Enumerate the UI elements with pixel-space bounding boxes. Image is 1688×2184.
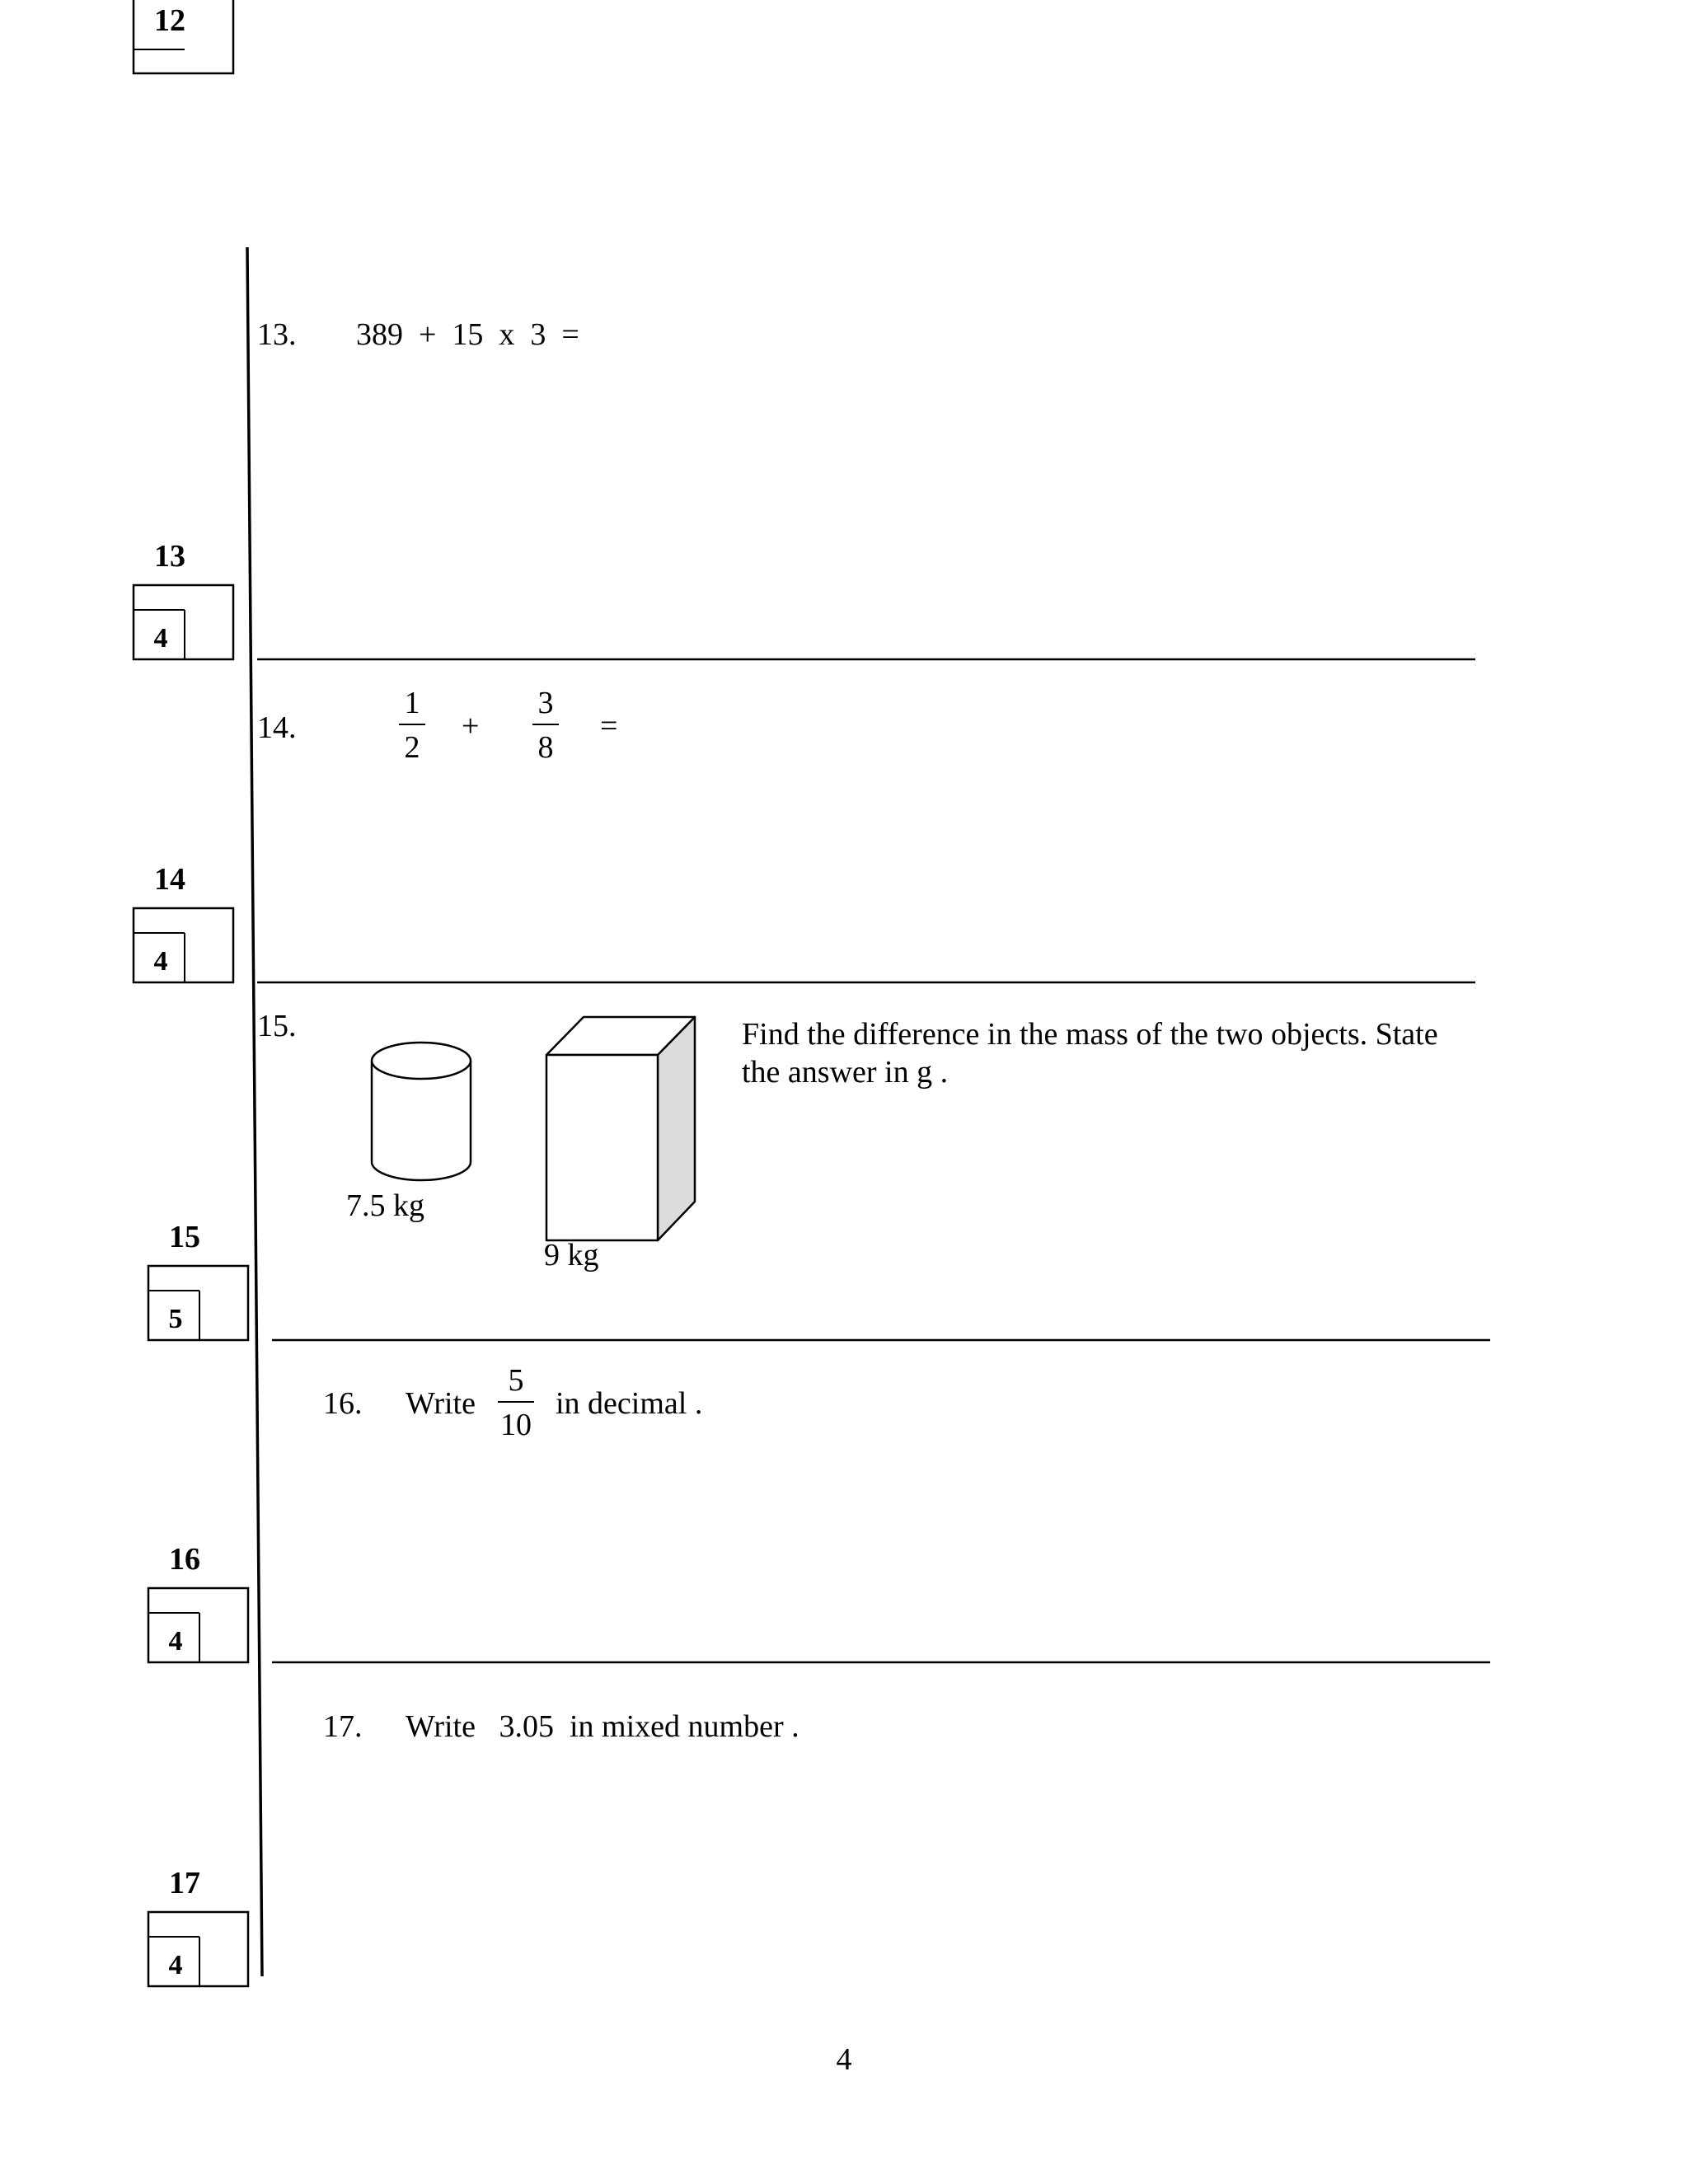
fraction-denominator: 10 xyxy=(500,1408,532,1442)
mark-16-score: 4 xyxy=(168,1626,183,1657)
question-15-number: 15. xyxy=(257,1009,297,1043)
question-15-text-line-1: Find the difference in the mass of the two objects. State xyxy=(742,1017,1438,1052)
mark-17-number: 17 xyxy=(169,1866,200,1900)
fraction-2-numerator: 3 xyxy=(537,686,554,720)
question-14-number: 14. xyxy=(257,710,297,745)
margin-rule xyxy=(247,247,262,1976)
mark-12-score: 12 xyxy=(154,3,185,38)
question-14-fraction-1 xyxy=(399,687,425,763)
mark-16-number: 16 xyxy=(169,1542,200,1577)
cuboid-mass-label: 9 kg xyxy=(544,1238,599,1272)
mark-17-score: 4 xyxy=(168,1950,183,1980)
fraction-2-bar xyxy=(532,724,559,725)
question-13-number: 13. xyxy=(257,317,297,352)
question-17-number: 17. xyxy=(323,1709,363,1744)
mark-15-number: 15 xyxy=(169,1220,200,1254)
mark-14-number: 14 xyxy=(154,862,185,897)
question-14-fraction-2 xyxy=(532,687,559,763)
fraction-2-denominator: 8 xyxy=(537,730,554,765)
question-16-number: 16. xyxy=(323,1386,363,1421)
fraction-1-numerator: 1 xyxy=(404,686,420,720)
mark-13-number: 13 xyxy=(154,539,185,574)
fraction-1-bar xyxy=(399,724,425,725)
question-16-suffix: in decimal . xyxy=(556,1386,703,1421)
mark-14-score: 4 xyxy=(153,946,168,977)
fraction-numerator: 5 xyxy=(508,1363,524,1398)
mark-15-score: 5 xyxy=(168,1304,183,1334)
cylinder-mass-label: 7.5 kg xyxy=(346,1188,424,1223)
question-17-text: Write 3.05 in mixed number . xyxy=(406,1709,799,1744)
mark-13-score: 4 xyxy=(153,623,168,654)
page-number: 4 xyxy=(836,2042,852,2077)
cylinder-shape xyxy=(372,1043,471,1180)
fraction-bar xyxy=(498,1401,534,1403)
question-16-fraction xyxy=(498,1365,534,1441)
cuboid-shape xyxy=(546,1017,695,1240)
question-14-plus: + xyxy=(462,709,480,743)
question-14-equals: = xyxy=(600,709,618,743)
question-16-write: Write xyxy=(406,1386,476,1421)
question-13-expression: 389 + 15 x 3 = xyxy=(356,317,579,352)
fraction-1-denominator: 2 xyxy=(404,730,420,765)
question-15-text-line-2: the answer in g . xyxy=(742,1055,949,1090)
